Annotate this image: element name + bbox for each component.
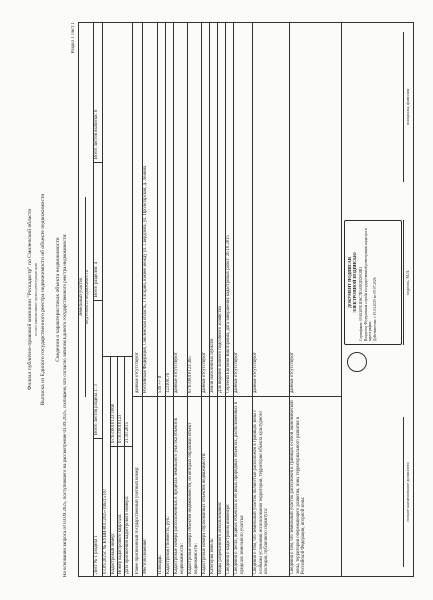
request-text: На основании запроса от 03.09.2025, поступившего на рассмотрение 03.09.2025, сообщаем, что согласно записям Единого государственного реестра недвижимости: [63, 233, 68, 577]
stamp-line4: Владелец: Федеральная служба государственной регистрации, кадастра и картографии [363, 228, 373, 341]
row-value-land-category: Земли населенных пунктов [210, 338, 215, 393]
org-name: Филиал публично-правовой компании "Роскадастр" по Смоленской области [27, 208, 33, 391]
object-type-caption: вид объекта недвижимости [85, 269, 90, 325]
sheets-extract-total: Всего листов выписки: 6 [94, 109, 99, 159]
row-label-economic-zone: Сведения о том, что земельный участок расположен в границах особой экономической зоны, территории опережающего развития, зоны территориального развития в Российской Федерации, игорной зоны: [290, 400, 307, 574]
row-label-formed-objects: Кадастровые номера образованных объектов недвижимости: [202, 452, 207, 574]
row-value-engineer: Сергеева Евгения Викторовна, дата завершения кадастровых работ: 20.10.2015 [226, 235, 231, 393]
row-label-engineer: Сведения о кадастровом инженере: [226, 503, 231, 574]
meta-request-number: 03.09.2025г. № КУВИ-001/2025-166215107 [103, 488, 108, 574]
row-label-permitted-use: Виды разрешенного использования: [218, 501, 223, 574]
section-title: Сведения о характеристиках объекта недвижимости [55, 237, 61, 362]
e-signature-stamp [344, 220, 402, 345]
meta-value-cadnum: 67:03:0010123:1060 [111, 403, 116, 443]
row-label-objects-within: Кадастровые номера расположенных в пределах земельного участка объектов недвижимости: [174, 418, 185, 574]
name-caption: инициалы, фамилия [405, 89, 410, 125]
position-caption: полное наименование должности [405, 462, 410, 522]
row-value-formed-from: 67:03:0010123:365 [188, 356, 193, 393]
row-label-location: Местоположение: [143, 538, 148, 574]
row-label-formed-from: Кадастровые номера объектов недвижимости, из которых образован объект недвижимости: [188, 422, 199, 574]
stamp-line5: Действителен: с 15.04.2025 по 09.07.2026 [372, 277, 377, 341]
row-value-formed-objects: данные отсутствуют [202, 352, 207, 393]
meta-value-quarter: 67:03:0010123 [118, 414, 123, 443]
stamp-line3: Сертификат: 00АЕ4F5E1D6C7B3A9F2ED0C8B1 [359, 266, 363, 341]
rotated-extract-sheet [21, 22, 417, 577]
meta-label-date: Дата присвоения кадастрового номера: [125, 496, 130, 574]
row-label-area: Площадь: [158, 554, 163, 574]
row-label-prev-number: Ранее присвоенный государственный учетный номер: [135, 466, 140, 574]
meta-value-date: 21.10.2015 [125, 421, 130, 443]
extract-title: Выписка из Единого государственного реестра недвижимости об объекте недвижимости [40, 193, 46, 406]
row-value-cost: 123100.76 [166, 373, 171, 393]
stamp-line2: ЭЛЕКТРОННОЙ ПОДПИСЬЮ [352, 252, 357, 313]
stamp-line1: ДОКУМЕНТ ПОДПИСАН [347, 257, 352, 308]
row-label-special-zone: Сведения о том, что земельный участок полностью расположен в границах зоны с особыми условиями использования территории, территории объекта культурного наследия, публичного сервитута: [253, 409, 270, 574]
razdel-label: Раздел 1 Лист 1 [71, 22, 76, 54]
meta-label-quarter: Номер кадастрового квартала: [118, 513, 123, 574]
sheet-number: Лист № 1 раздела 1 [94, 535, 99, 574]
row-value-special-zone: данные отсутствуют [253, 352, 258, 393]
row-value-area: 539 +/- 8 [158, 375, 163, 393]
sheets-total: Всего листов раздела 1: 3 [94, 384, 99, 435]
row-label-natural-objects: Сведения о лесах, водных объектах и об иных природных объектах, расположенных в пределах земельного участка: [234, 401, 245, 574]
meta-label-cadnum: Кадастровый номер: [111, 533, 116, 574]
row-value-location: Российская Федерация, Смоленская область, г Гагарин, южнее между ул. Свердлова, ул. Пролетарская, д. Ленина [143, 165, 148, 393]
row-value-prev-number: данные отсутствуют [135, 352, 140, 393]
org-name-caption: полное наименование органа регистрации прав [34, 263, 38, 336]
row-value-natural-objects: данные отсутствуют [234, 352, 239, 393]
sections-total: Всего разделов: 4 [94, 261, 99, 297]
signature-caption: подпись, М.П. [405, 269, 410, 296]
row-label-cost: Кадастровая стоимость, руб.: [166, 515, 171, 574]
row-value-objects-within: данные отсутствуют [174, 352, 179, 393]
emblem-icon [347, 352, 367, 372]
row-value-economic-zone: данные отсутствуют [290, 352, 295, 393]
object-type-value: Земельный участок [79, 277, 84, 317]
row-value-permitted-use: Для ведения личного подсобного хозяйства [218, 306, 223, 393]
row-label-land-category: Категория земель: [210, 537, 215, 574]
